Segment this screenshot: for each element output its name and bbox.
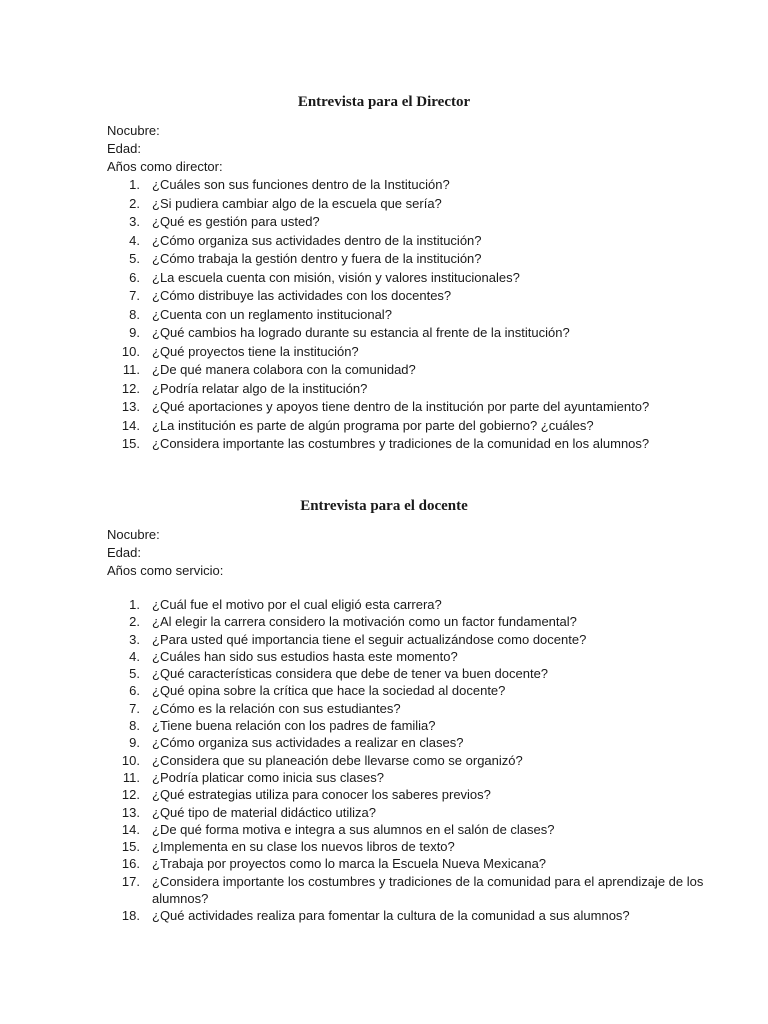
- question-text: ¿Qué actividades realiza para fomentar la cultura de la comunidad a sus alumnos?: [152, 908, 630, 924]
- question-item: [0, 821, 768, 838]
- question-text: ¿Tiene buena relación con los padres de familia?: [152, 718, 436, 734]
- question-number: 4.: [129, 648, 140, 664]
- question-number: 15.: [121, 839, 140, 855]
- question-item: [0, 769, 768, 786]
- field-years-of-service: Años como servicio:: [107, 563, 224, 578]
- field-name: Nocubre:: [107, 527, 160, 542]
- field-years-as-director: Años como director:: [107, 159, 223, 174]
- teacher-question-list: [0, 596, 768, 925]
- question-item: [0, 855, 768, 872]
- question-text: ¿Cuál fue el motivo por el cual eligió esta carrera?: [152, 597, 442, 612]
- question-number: 3.: [129, 631, 140, 647]
- question-number: 14.: [121, 417, 140, 433]
- question-text: ¿Podría relatar algo de la institución?: [152, 380, 368, 396]
- question-item: [0, 682, 768, 699]
- question-text: ¿De qué forma motiva e integra a sus alumnos en el salón de clases?: [152, 821, 555, 837]
- question-text: ¿Qué aportaciones y apoyos tiene dentro de la institución por parte del ayuntamiento?: [152, 399, 650, 414]
- question-number: 14.: [121, 821, 140, 837]
- question-item: [0, 596, 768, 613]
- question-text: ¿Qué cambios ha logrado durante su estancia al frente de la institución?: [152, 325, 570, 340]
- question-item: [0, 873, 768, 908]
- question-number: 9.: [129, 735, 140, 751]
- question-number: 15.: [121, 436, 140, 451]
- question-text: ¿Cuenta con un reglamento institucional?: [152, 306, 392, 322]
- question-item: [0, 665, 768, 682]
- question-item: [0, 648, 768, 665]
- question-item: [0, 361, 768, 380]
- question-item: [0, 631, 768, 648]
- question-item: [0, 306, 768, 325]
- question-number: 2.: [129, 195, 140, 211]
- question-text: ¿Qué características considera que debe de tener va buen docente?: [152, 666, 549, 682]
- question-item: [0, 786, 768, 803]
- director-info-fields: [107, 122, 223, 176]
- question-text: ¿Cómo es la relación con sus estudiantes?: [152, 700, 401, 716]
- question-text: ¿Cómo organiza sus actividades dentro de la institución?: [152, 232, 482, 248]
- question-number: 17.: [121, 873, 140, 889]
- question-text: ¿Qué tipo de material didáctico utiliza?: [152, 804, 377, 820]
- question-text: ¿Qué estrategias utiliza para conocer los saberes previos?: [152, 787, 491, 803]
- question-text: ¿Cuáles han sido sus estudios hasta este momento?: [152, 648, 458, 664]
- question-text: ¿Al elegir la carrera considero la motivación como un factor fundamental?: [152, 614, 577, 630]
- question-item: [0, 287, 768, 306]
- question-number: 2.: [129, 614, 140, 630]
- field-name: Nocubre:: [107, 123, 160, 138]
- question-number: 6.: [129, 269, 140, 285]
- question-item: [0, 324, 768, 343]
- question-item: [0, 343, 768, 362]
- question-number: 8.: [129, 718, 140, 734]
- question-text: ¿Considera importante los costumbres y tradiciones de la comunidad para el aprendizaje de los alumnos?: [152, 873, 704, 907]
- question-text: ¿Cómo trabaja la gestión dentro y fuera de la institución?: [152, 251, 482, 266]
- question-number: 18.: [121, 908, 140, 924]
- question-text: ¿Considera importante las costumbres y tradiciones de la comunidad en los alumnos?: [152, 436, 650, 451]
- question-text: ¿Para usted qué importancia tiene el seguir actualizándose como docente?: [152, 631, 587, 647]
- teacher-interview-section: [0, 494, 768, 924]
- question-text: ¿Cómo distribuye las actividades con los docentes?: [152, 288, 452, 303]
- question-number: 5.: [129, 666, 140, 682]
- director-interview-title: Entrevista para el Director: [297, 94, 471, 110]
- question-item: [0, 232, 768, 251]
- question-number: 11.: [122, 362, 140, 377]
- question-number: 5.: [129, 251, 140, 266]
- question-item: [0, 907, 768, 924]
- question-number: 13.: [121, 804, 140, 820]
- question-number: 12.: [121, 787, 140, 803]
- question-item: [0, 213, 768, 232]
- director-interview-section: [0, 90, 768, 451]
- question-text: ¿Qué opina sobre la crítica que hace la sociedad al docente?: [152, 683, 506, 699]
- question-item: [0, 176, 768, 195]
- question-text: ¿La institución es parte de algún programa por parte del gobierno? ¿cuáles?: [152, 417, 594, 433]
- question-item: [0, 380, 768, 399]
- question-number: 12.: [121, 380, 140, 396]
- question-item: [0, 269, 768, 288]
- question-text: ¿Cómo organiza sus actividades a realizar en clases?: [152, 735, 464, 751]
- question-item: [0, 195, 768, 214]
- question-number: 16.: [121, 856, 140, 872]
- question-item: [0, 435, 768, 454]
- teacher-info-fields: [107, 526, 223, 580]
- question-number: 7.: [129, 288, 140, 303]
- question-item: [0, 752, 768, 769]
- question-text: ¿Considera que su planeación debe llevarse como se organizó?: [152, 752, 523, 768]
- question-item: [0, 838, 768, 855]
- question-text: ¿La escuela cuenta con misión, visión y valores institucionales?: [152, 269, 520, 285]
- question-number: 10.: [121, 343, 140, 359]
- question-number: 11.: [122, 769, 140, 785]
- question-text: ¿Implementa en su clase los nuevos libros de texto?: [152, 839, 455, 855]
- question-number: 3.: [129, 214, 140, 229]
- question-text: ¿Podría platicar como inicia sus clases?: [152, 769, 384, 785]
- question-item: [0, 250, 768, 269]
- question-number: 13.: [121, 399, 140, 414]
- question-text: ¿Qué proyectos tiene la institución?: [152, 343, 359, 359]
- question-number: 10.: [121, 752, 140, 768]
- director-question-list: [0, 176, 768, 454]
- question-item: [0, 734, 768, 751]
- question-item: [0, 398, 768, 417]
- field-age: Edad:: [107, 545, 141, 560]
- question-number: 8.: [129, 306, 140, 322]
- question-text: ¿Qué es gestión para usted?: [152, 214, 320, 229]
- teacher-interview-title: Entrevista para el docente: [300, 498, 468, 514]
- field-age: Edad:: [107, 141, 141, 156]
- question-item: [0, 700, 768, 717]
- question-text: ¿De qué manera colabora con la comunidad?: [152, 362, 416, 377]
- question-item: [0, 804, 768, 821]
- question-number: 9.: [129, 325, 140, 340]
- question-item: [0, 613, 768, 630]
- question-item: [0, 717, 768, 734]
- question-number: 7.: [129, 700, 140, 716]
- question-number: 1.: [129, 177, 140, 192]
- question-number: 1.: [129, 597, 140, 612]
- question-text: ¿Cuáles son sus funciones dentro de la Institución?: [152, 177, 450, 192]
- question-text: ¿Si pudiera cambiar algo de la escuela que sería?: [152, 195, 442, 211]
- question-item: [0, 417, 768, 436]
- question-text: ¿Trabaja por proyectos como lo marca la Escuela Nueva Mexicana?: [152, 856, 547, 872]
- question-number: 6.: [129, 683, 140, 699]
- question-number: 4.: [129, 232, 140, 248]
